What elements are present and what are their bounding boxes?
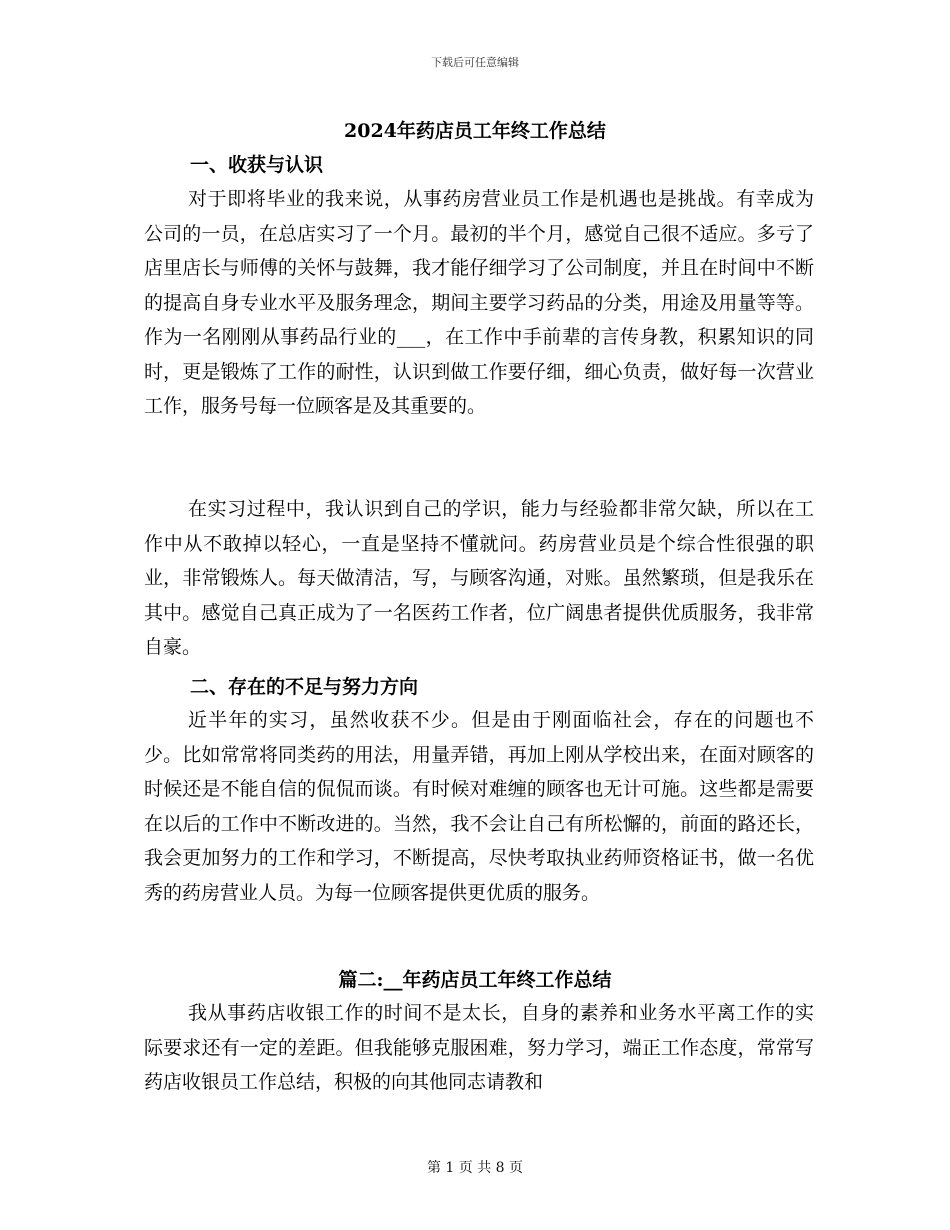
secondary-title: 篇二:__年药店员工年终工作总结 bbox=[338, 969, 612, 991]
header-note: 下载后可任意编辑 bbox=[431, 56, 519, 69]
paragraph-3: 近半年的实习，虽然收获不少。但是由于刚面临社会，存在的问题也不少。比如常常将同类药的用法，用量弄错，再加上刚从学校出来，在面对顾客的时候还是不能自信的侃侃而谈。有时候对难缠的顾客也无计可施。这些都是需要在以后的工作中不断改进的。当然，我不会让自己有所松懈的，前面的路还长，我会更加努力的工作和学习，不断提高，尽快考取执业药师资格证书，做一名优秀的药房营业人员。为每一位顾客提供更优质的服务。 bbox=[144, 709, 814, 904]
section-heading-1: 一、收获与认识 bbox=[190, 154, 324, 176]
paragraph-2: 在实习过程中，我认识到自己的学识，能力与经验都非常欠缺，所以在工作中从不敢掉以轻心，一直是坚持不懂就问。药房营业员是个综合性很强的职业，非常锻炼人。每天做清洁，写，与顾客沟通，对账。虽然繁琐，但是我乐在其中。感觉自己真正成为了一名医药工作者，位广阔患者提供优质服务，我非常自豪。 bbox=[144, 498, 814, 658]
paragraph-4: 我从事药店收银工作的时间不是太长，自身的素养和业务水平离工作的实际要求还有一定的差距。但我能够克服困难，努力学习，端正工作态度，常常写药店收银员工作总结，积极的向其他同志请教和 bbox=[144, 1002, 814, 1093]
document-title: 2024年药店员工年终工作总结 bbox=[344, 120, 606, 142]
page-footer: 第 1 页 共 8 页 bbox=[426, 1160, 524, 1176]
section-heading-2: 二、存在的不足与努力方向 bbox=[190, 676, 419, 698]
paragraph-1: 对于即将毕业的我来说，从事药房营业员工作是机遇也是挑战。有幸成为公司的一员，在总店实习了一个月。最初的半个月，感觉自己很不适应。多亏了店里店长与师傅的关怀与鼓舞，我才能仔细学习了公司制度，并且在时间中不断的提高自身专业水平及服务理念，期间主要学习药品的分类，用途及用量等等。作为一名刚刚从事药品行业的___，在工作中手前辈的言传身教，积累知识的同时，更是锻炼了工作的耐性，认识到做工作要仔细，细心负责，做好每一次营业工作，服务号每一位顾客是及其重要的。 bbox=[144, 188, 814, 417]
